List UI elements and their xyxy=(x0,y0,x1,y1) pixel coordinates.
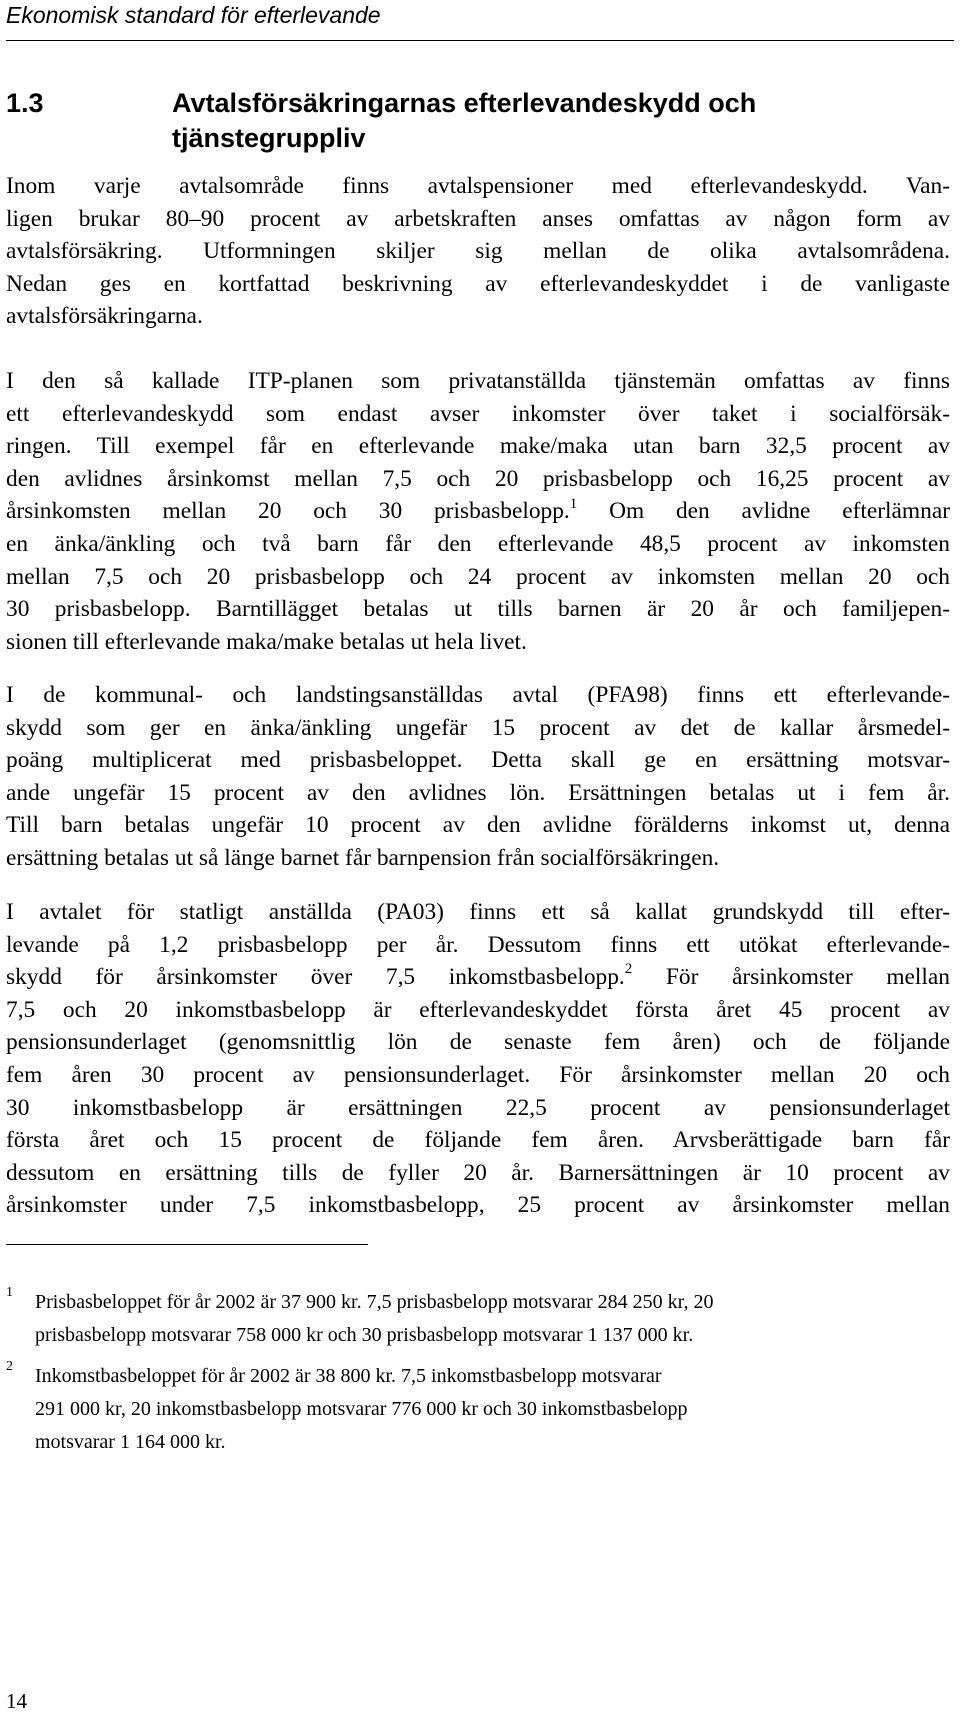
footnote-text xyxy=(35,1286,950,1352)
page-number: 14 xyxy=(6,1689,27,1713)
text-line xyxy=(6,495,950,528)
text-line: ligen brukar 80–90 procent av arbetskraften anses omfattas av någon form av xyxy=(6,205,950,232)
text-line: pensionsunderlaget (genomsnittlig lön de senaste fem åren) och de följande xyxy=(6,1029,950,1056)
footnote-line: Inkomstbasbeloppet för år 2002 är 38 800 kr. 7,5 inkomstbasbelopp motsvarar xyxy=(35,1365,662,1387)
text-line: Till barn betalas ungefär 10 procent av den avlidne förälderns inkomst ut, denna xyxy=(6,812,950,839)
text-line: årsinkomster under 7,5 inkomstbasbelopp, 25 procent av årsinkomster mellan xyxy=(6,1192,950,1219)
footnote-ref-1[interactable]: 1 xyxy=(569,495,578,512)
text-segment: Om den avlidne efterlämnar xyxy=(577,498,950,525)
paragraph-1 xyxy=(6,170,950,333)
text-line: Inom varje avtalsområde finns avtalspensioner med efterlevandeskydd. Van- xyxy=(6,173,950,199)
text-line: 30 inkomstbasbelopp är ersättningen 22,5 procent av pensionsunderlaget xyxy=(6,1094,950,1121)
footnote-marker: 2 xyxy=(6,1359,13,1374)
text-line: ringen. Till exempel får en efterlevande make/maka utan barn 32,5 procent av xyxy=(6,433,950,460)
text-line: en änka/änkling och två barn får den efterlevande 48,5 procent av inkomsten xyxy=(6,530,950,557)
footnote-line: prisbasbelopp motsvarar 758 000 kr och 30 prisbasbelopp motsvarar 1 137 000 kr. xyxy=(35,1324,694,1346)
section-title-line: Avtalsförsäkringarnas efterlevandeskydd och xyxy=(172,88,757,118)
footnote-2 xyxy=(6,1360,950,1459)
footnote-line: 291 000 kr, 20 inkomstbasbelopp motsvarar 776 000 kr och 30 inkomstbasbelopp xyxy=(35,1398,688,1420)
footnote-line: motsvarar 1 164 000 kr. xyxy=(35,1431,226,1453)
text-line: Nedan ges en kortfattad beskrivning av efterlevandeskyddet i de vanligaste xyxy=(6,270,950,297)
text-line: I de kommunal- och landstingsanställdas avtal (PFA98) finns ett efterlevande- xyxy=(6,682,950,708)
text-segment: För årsinkomster mellan xyxy=(632,964,951,991)
text-line xyxy=(6,961,950,994)
text-line: ande ungefär 15 procent av den avlidnes lön. Ersättningen betalas ut i fem år. xyxy=(6,779,950,806)
text-line: dessutom en ersättning tills de fyller 20 år. Barnersättningen är 10 procent av xyxy=(6,1159,950,1186)
text-line: den avlidnes årsinkomst mellan 7,5 och 20 prisbasbelopp och 16,25 procent av xyxy=(6,465,950,492)
text-line: I den så kallade ITP-planen som privatanställda tjänstemän omfattas av finns xyxy=(6,368,950,394)
text-segment: årsinkomsten mellan 20 och 30 prisbasbelopp. xyxy=(6,498,570,525)
text-line: mellan 7,5 och 20 prisbasbelopp och 24 procent av inkomsten mellan 20 och xyxy=(6,563,950,590)
footnote-line: Prisbasbeloppet för år 2002 är 37 900 kr. 7,5 prisbasbelopp motsvarar 284 250 kr, 20 xyxy=(35,1291,714,1313)
text-line: fem åren 30 procent av pensionsunderlaget. För årsinkomster mellan 20 och xyxy=(6,1061,950,1088)
text-line: 30 prisbasbelopp. Barntillägget betalas ut tills barnen är 20 år och familjepen- xyxy=(6,596,950,623)
section-number: 1.3 xyxy=(6,88,44,118)
text-line: poäng multiplicerat med prisbasbeloppet. Detta skall ge en ersättning motsvar- xyxy=(6,747,950,774)
paragraph-2 xyxy=(6,365,950,658)
text-line: ersättning betalas ut så länge barnet får barnpension från socialförsäkringen. xyxy=(6,844,720,871)
text-line: avtalsförsäkringarna. xyxy=(6,303,203,330)
text-line: I avtalet för statligt anställda (PA03) finns ett så kallat grundskydd till efter- xyxy=(6,899,950,925)
footnotes xyxy=(6,1286,950,1467)
section-title xyxy=(172,86,932,156)
text-line: 7,5 och 20 inkomstbasbelopp är efterlevandeskyddet första året 45 procent av xyxy=(6,996,950,1023)
section-title-line: tjänstegruppliv xyxy=(172,123,366,153)
text-line: första året och 15 procent de följande fem åren. Arvsberättigade barn får xyxy=(6,1127,950,1154)
text-line: levande på 1,2 prisbasbelopp per år. Dessutom finns ett utökat efterlevande- xyxy=(6,931,950,958)
footnote-divider xyxy=(6,1244,368,1245)
text-line: ett efterlevandeskydd som endast avser inkomster över taket i socialförsäk- xyxy=(6,400,950,427)
footnote-1 xyxy=(6,1286,950,1352)
text-line: avtalsförsäkring. Utformningen skiljer sig mellan de olika avtalsområdena. xyxy=(6,238,950,265)
text-line: sionen till efterlevande maka/make betalas ut hela livet. xyxy=(6,628,527,655)
text-segment: skydd för årsinkomster över 7,5 inkomstbasbelopp. xyxy=(6,964,625,991)
footnote-text xyxy=(35,1360,950,1459)
paragraph-3 xyxy=(6,679,950,875)
footnote-marker: 1 xyxy=(6,1285,13,1300)
running-header: Ekonomisk standard för efterlevande xyxy=(6,0,954,41)
paragraph-4 xyxy=(6,896,950,1222)
text-line: skydd som ger en änka/änkling ungefär 15 procent av det de kallar årsmedel- xyxy=(6,714,950,741)
footnote-ref-2[interactable]: 2 xyxy=(624,961,633,978)
